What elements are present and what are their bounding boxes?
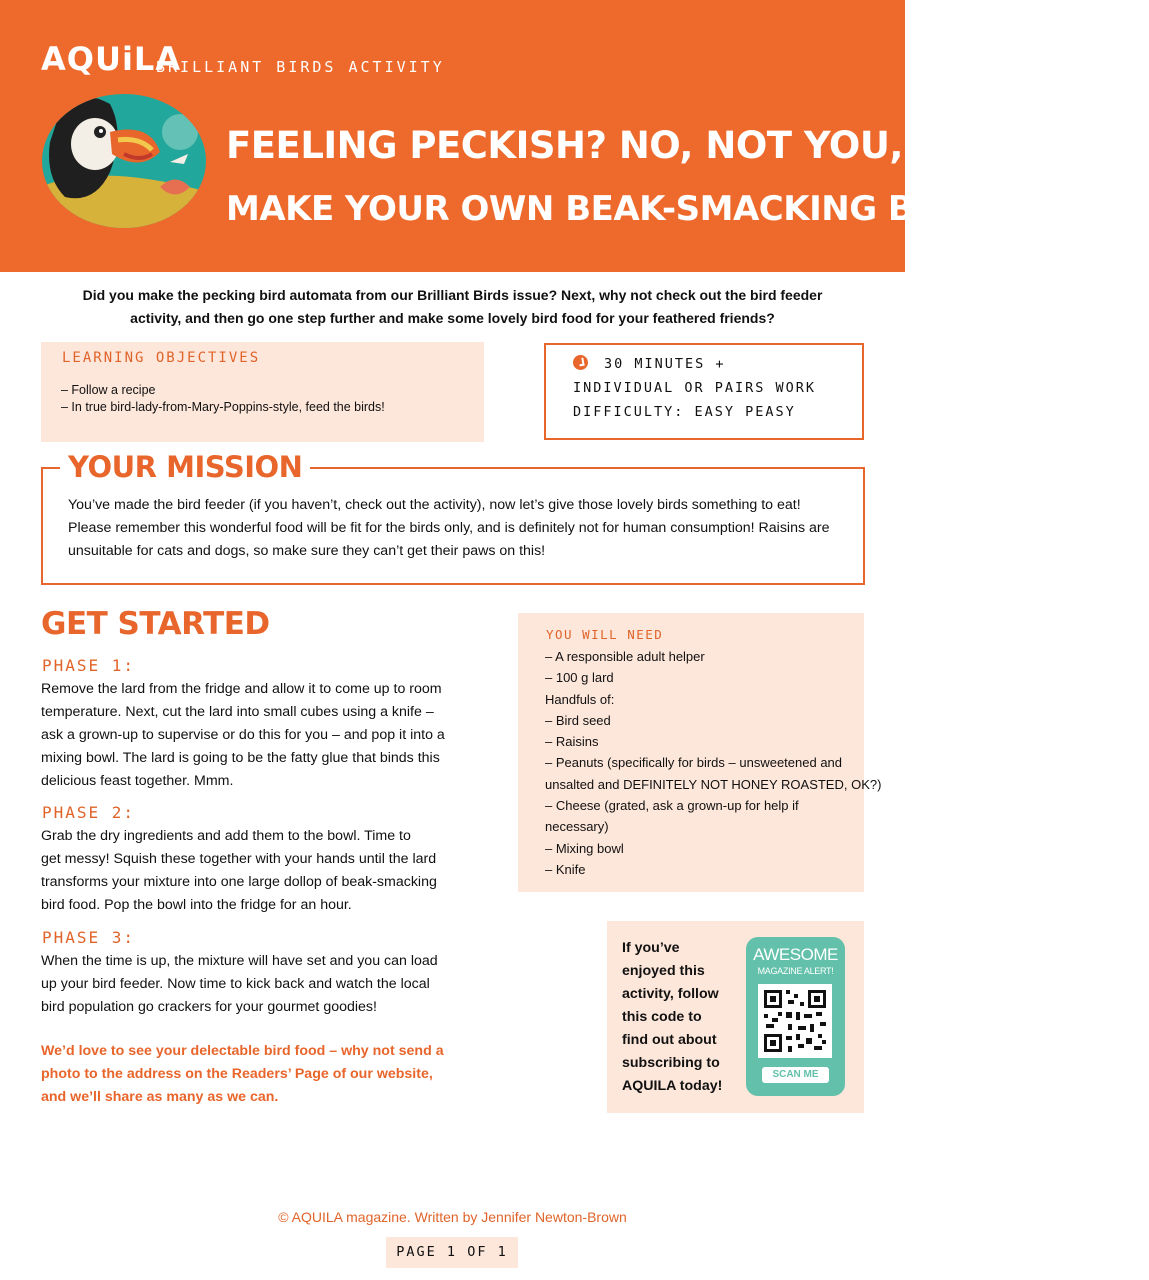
header-banner <box>0 0 1149 272</box>
mission-text <box>68 494 858 563</box>
puffin-illustration <box>40 92 208 230</box>
phase-1-label: PHASE 1: <box>42 656 136 675</box>
need-item: unsalted and DEFINITELY NOT HONEY ROASTED, OK?) <box>545 776 882 792</box>
phase-line: transforms your mixture into one large dollop of beak-smacking <box>41 874 437 890</box>
mission-line: unsuitable for cats and dogs, so make sure they can’t get their paws on this! <box>68 543 546 559</box>
share-callout <box>41 1040 461 1109</box>
phase-line: Remove the lard from the fridge and allow it to come up to room <box>41 681 442 697</box>
promo-line: find out about <box>622 1032 717 1048</box>
phase-line: When the time is up, the mixture will have set and you can load <box>41 953 438 969</box>
objective-item: – In true bird-lady-from-Mary-Poppins-style, feed the birds! <box>61 400 385 414</box>
badge-title: AWESOME <box>753 945 838 964</box>
clock-icon <box>573 355 588 370</box>
qr-code[interactable] <box>758 984 832 1058</box>
headline-line-1: FEELING PECKISH? NO, NOT YOU, THE BIRDS! <box>226 124 1149 167</box>
phase-3-text <box>41 950 461 1019</box>
learning-objectives-box <box>41 342 484 442</box>
need-item: necessary) <box>545 819 609 835</box>
phase-2-label: PHASE 2: <box>42 803 136 822</box>
scan-me-label[interactable]: SCAN ME <box>762 1067 829 1083</box>
phase-line: temperature. Next, cut the lard into small cubes using a knife – <box>41 704 434 720</box>
phase-line: get messy! Squish these together with your hands until the lard <box>41 851 437 867</box>
page-number: PAGE 1 OF 1 <box>386 1237 518 1268</box>
phase-line: ask a grown-up to supervise or do this for you – and pop it into a <box>41 727 445 743</box>
difficulty-label: DIFFICULTY: EASY PEASY <box>573 404 796 420</box>
need-item: – 100 g lard <box>545 670 614 686</box>
phase-3-label: PHASE 3: <box>42 928 136 947</box>
headline-line-2: MAKE YOUR OWN BEAK-SMACKING BIRD FOOD! <box>226 189 1113 229</box>
promo-line: AQUILA today! <box>622 1078 723 1094</box>
intro-paragraph <box>60 284 845 330</box>
need-item: – Raisins <box>545 734 599 750</box>
need-item: – A responsible adult helper <box>545 649 705 664</box>
phase-1-text <box>41 678 461 793</box>
callout-line: and we’ll share as many as we can. <box>41 1089 279 1105</box>
objective-item: – Follow a recipe <box>61 383 156 397</box>
get-started-title: GET STARTED <box>41 606 270 642</box>
phase-line: delicious feast together. Mmm. <box>41 773 234 789</box>
work-label: INDIVIDUAL OR PAIRS WORK <box>573 380 817 396</box>
subscribe-promo <box>607 921 864 1113</box>
time-label: 30 MINUTES + <box>604 356 726 372</box>
phase-2-text <box>41 825 461 917</box>
intro-bold-issue: Brilliant Birds <box>417 287 509 303</box>
callout-line: photo to the address on the Readers’ Page of our website, <box>41 1066 433 1082</box>
need-item: – Cheese (grated, ask a grown-up for help if <box>545 798 799 814</box>
need-item: – Knife <box>545 861 586 877</box>
promo-text <box>622 937 740 1098</box>
callout-line: We’d love to see your delectable bird food – why not send a <box>41 1043 444 1059</box>
mission-line: You’ve made the bird feeder (if you haven’t, check out the activity), now let’s give those lovely birds something to eat! <box>68 497 801 513</box>
intro-after-bold: issue? Next, why not check out the bird feeder activity, and then go one step further and make some lovely bird food for your feathered friends? <box>130 287 823 326</box>
phase-line: bird population go crackers for your gourmet goodies! <box>41 999 377 1015</box>
phase-line: up your bird feeder. Now time to kick back and watch the local <box>41 976 430 992</box>
phase-line: mixing bowl. The lard is going to be the fatty glue that binds this <box>41 750 440 766</box>
mission-title: YOUR MISSION <box>60 450 310 484</box>
you-will-need-box <box>518 613 882 892</box>
badge-subtitle: MAGAZINE ALERT! <box>757 966 834 976</box>
need-item: Handfuls of: <box>545 691 615 707</box>
phase-line: bird food. Pop the bowl into the fridge for an hour. <box>41 897 352 913</box>
objectives-title: LEARNING OBJECTIVES <box>62 350 261 366</box>
need-title: YOU WILL NEED <box>546 627 664 642</box>
intro-before-bold: Did you make the pecking bird automata from our <box>82 287 418 303</box>
promo-line: this code to <box>622 1009 702 1025</box>
promo-line: subscribing to <box>622 1055 720 1071</box>
phase-line: Grab the dry ingredients and add them to the bowl. Time to <box>41 828 411 844</box>
series-label: BRILLIANT BIRDS ACTIVITY <box>156 58 445 76</box>
promo-line: If you’ve <box>622 940 680 956</box>
qr-badge[interactable] <box>746 937 845 1096</box>
activity-info-box <box>544 343 864 440</box>
brand-logo: AQUiLA <box>41 40 182 78</box>
need-item: – Bird seed <box>545 712 611 728</box>
mission-line: Please remember this wonderful food will be fit for the birds only, and is definitely not for human consumption! Raisins are <box>68 520 830 536</box>
promo-line: activity, follow <box>622 986 719 1002</box>
need-item: – Peanuts (specifically for birds – unsweetened and <box>545 755 843 771</box>
need-item: – Mixing bowl <box>545 840 624 856</box>
promo-line: enjoyed this <box>622 963 705 979</box>
footer-credit: © AQUILA magazine. Written by Jennifer Newton-Brown <box>278 1209 627 1225</box>
